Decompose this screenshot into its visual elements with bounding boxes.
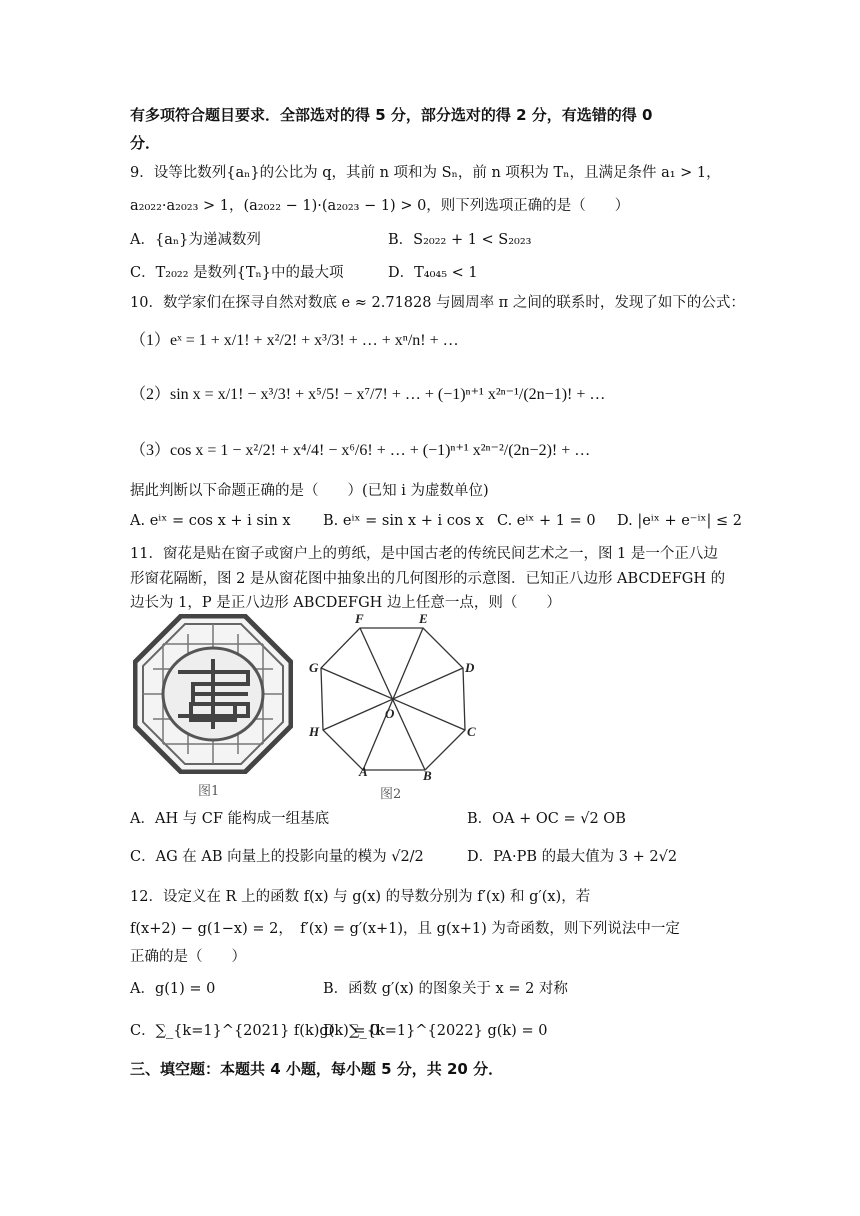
section-3-title: 三、填空题：本题共 4 小题，每小题 5 分，共 20 分． — [130, 1060, 504, 1078]
figure-2-octagon-diagram — [305, 610, 480, 785]
q10-formula-3: （3）cos x = 1 − x²/2! + x⁴/4! − x⁶/6! + … + (−1)ⁿ⁺¹ x²ⁿ⁻²/(2n−2)! + … — [130, 442, 591, 459]
q9-stem-line-2: a₂₀₂₂·a₂₀₂₃ > 1，(a₂₀₂₂ − 1)·(a₂₀₂₃ − 1) > 0，则下列选项正确的是（ ） — [130, 198, 630, 214]
q12-option-a: A．g(1) = 0 — [130, 981, 216, 997]
q12-option-b: B．函数 g′(x) 的图象关于 x = 2 对称 — [323, 981, 568, 997]
vertex-label-g: G — [309, 660, 319, 675]
q10-stem-line-1: 10．数学家们在探寻自然对数底 e ≈ 2.71828 与圆周率 π 之间的联系时，发现了如下的公式： — [130, 295, 745, 311]
q11-stem-line-2: 形窗花隔断，图 2 是从窗花图中抽象出的几何图形的示意图．已知正八边形 ABCDEFGH 的 — [130, 571, 726, 587]
q12-stem-line-3: 正确的是（ ） — [130, 949, 246, 965]
figure-2-caption: 图2 — [380, 787, 402, 802]
q12-stem-line-1: 12．设定义在 R 上的函数 f(x) 与 g(x) 的导数分别为 f′(x) 和 g′(x)，若 — [130, 889, 591, 905]
q10-stem-line-2: 据此判断以下命题正确的是（ ）(已知 i 为虚数单位) — [130, 483, 489, 499]
q10-option-c: C. eⁱˣ + 1 = 0 — [497, 513, 596, 529]
intro-line-2: 分． — [130, 134, 161, 152]
vertex-label-d: D — [465, 660, 475, 675]
q9-option-c: C．T₂₀₂₂ 是数列{Tₙ}中的最大项 — [130, 265, 344, 281]
q9-option-b: B．S₂₀₂₂ + 1 < S₂₀₂₃ — [388, 232, 532, 248]
figure-1-caption: 图1 — [198, 784, 220, 799]
q10-option-a: A. eⁱˣ = cos x + i sin x — [130, 513, 291, 529]
q11-option-b: B．OA + OC = √2 OB — [467, 811, 626, 827]
intro-line-1: 有多项符合题目要求．全部选对的得 5 分，部分选对的得 2 分，有选错的得 0 — [130, 106, 653, 124]
vertex-label-h: H — [309, 724, 320, 739]
vertex-label-c: C — [467, 724, 476, 739]
vertex-label-e: E — [419, 611, 428, 626]
q12-option-d: D．∑_{k=1}^{2022} g(k) = 0 — [323, 1023, 548, 1039]
q10-option-d: D. |eⁱˣ + e⁻ⁱˣ| ≤ 2 — [617, 513, 742, 529]
q9-option-d: D．T₄₀₄₅ < 1 — [388, 265, 478, 281]
q11-stem-line-1: 11．窗花是贴在窗子或窗户上的剪纸，是中国古老的传统民间艺术之一，图 1 是一个正八边 — [130, 546, 718, 562]
vertex-label-b: B — [423, 768, 432, 783]
q11-option-d: D．PA·PB 的最大值为 3 + 2√2 — [467, 849, 678, 865]
q12-stem-line-2: f(x+2) − g(1−x) = 2， f′(x) = g′(x+1)，且 g(x+1) 为奇函数，则下列说法中一定 — [130, 921, 680, 937]
figure-1-window-lattice — [133, 614, 293, 774]
q10-formula-2: （2）sin x = x/1! − x³/3! + x⁵/5! − x⁷/7! + … + (−1)ⁿ⁺¹ x²ⁿ⁻¹/(2n−1)! + … — [130, 386, 606, 403]
vertex-label-a: A — [359, 764, 368, 779]
center-label-o: O — [385, 706, 395, 721]
q9-stem-line-1: 9．设等比数列{aₙ}的公比为 q，其前 n 项和为 Sₙ，前 n 项积为 Tₙ，且满足条件 a₁ > 1， — [130, 165, 721, 181]
q9-option-a: A．{aₙ}为递减数列 — [130, 232, 261, 248]
q10-formula-1: （1）eˣ = 1 + x/1! + x²/2! + x³/3! + … + xⁿ/n! + … — [130, 332, 459, 349]
q11-stem-line-3: 边长为 1，P 是正八边形 ABCDEFGH 边上任意一点，则（ ） — [130, 595, 561, 611]
q11-option-a: A．AH 与 CF 能构成一组基底 — [130, 811, 330, 827]
q12-option-c: C．∑_{k=1}^{2021} f(k)g(k) = 0 — [130, 1023, 380, 1039]
q11-option-c: C．AG 在 AB 向量上的投影向量的模为 √2/2 — [130, 849, 424, 865]
q10-option-b: B. eⁱˣ = sin x + i cos x — [323, 513, 484, 529]
vertex-label-f: F — [355, 611, 364, 626]
